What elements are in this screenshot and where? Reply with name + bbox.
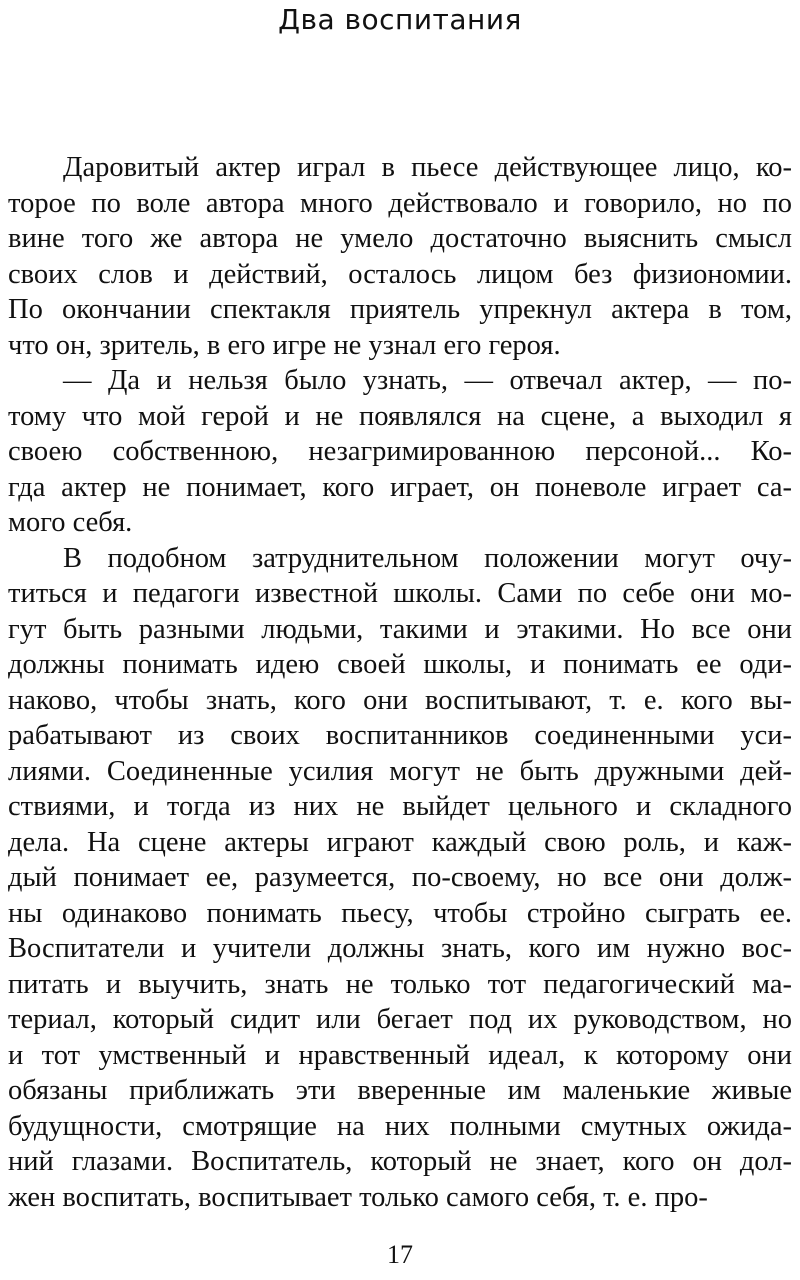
paragraph-line: лиями. Соединенные усилия могут не быть дружными дей- [8,755,792,787]
paragraph-line: своею собственною, незагримированною персоной... Ко- [8,436,792,467]
paragraph-line: Даровитый актер играл в пьесе действующее лицо, ко- [63,152,792,183]
page-number: 17 [387,1240,413,1269]
paragraph-line: жен воспитать, воспитывает только самого себя, т. е. про- [8,1181,708,1213]
paragraph-line: — Да и нельзя было узнать, — отвечал актер, — по- [63,365,792,396]
paragraph-line: питать и выучить, знать не только тот педагогический ма- [8,968,792,1000]
running-header-title: Два воспитания [278,3,522,36]
paragraph-line: титься и педагоги известной школы. Сами по себе они мо- [8,578,792,609]
paragraph-line: ствиями, и тогда из них не выйдет цельного и складного [8,791,792,822]
paragraph-line: дый понимает ее, разумеется, по-своему, но все они долж- [8,862,792,893]
paragraph-line: гут быть разными людьми, такими и этакими. Но все они [8,613,792,645]
paragraph-line: териал, который сидит или бегает под их руководством, но [8,1004,792,1035]
paragraph-line: По окончании спектакля приятель упрекнул актера в том, [8,294,792,325]
paragraph-line: ний глазами. Воспитатель, который не знает, кого он дол- [8,1146,792,1177]
paragraph-line: вине того же автора не умело достаточно выяснить смысл [8,223,792,254]
paragraph-line: рабатывают из своих воспитанников соединенными уси- [8,720,792,751]
paragraph-line: должны понимать идею своей школы, и понимать ее оди- [8,649,792,680]
paragraph-line: обязаны приближать эти вверенные им маленькие живые [8,1075,792,1106]
paragraph-line: ны одинаково понимать пьесу, чтобы стройно сыграть ее. [8,897,792,929]
paragraph-line: наково, чтобы знать, кого они воспитывают, т. е. кого вы- [8,684,792,716]
paragraph-line: Воспитатели и учители должны знать, кого им нужно вос- [8,933,792,964]
paragraph-line: тому что мой герой и не появлялся на сцене, а выходил я [8,400,792,432]
paragraph-line: гда актер не понимает, кого играет, он поневоле играет са- [8,471,792,503]
paragraph-line: дела. На сцене актеры играют каждый свою роль, и каж- [8,826,792,858]
paragraph-line: мого себя. [8,507,133,538]
paragraph-line: и тот умственный и нравственный идеал, к которому они [8,1039,792,1071]
paragraph-line: своих слов и действий, осталось лицом без физиономии. [8,258,792,290]
paragraph-line: будущности, смотрящие на них полными смутных ожида- [8,1110,792,1142]
paragraph-line: торое по воле автора много действовало и говорило, но по [8,187,792,219]
paragraph-line: что он, зритель, в его игре не узнал его героя. [8,329,561,361]
body-text [8,150,792,1215]
paragraph-line: В подобном затруднительном положении могут очу- [63,542,792,574]
